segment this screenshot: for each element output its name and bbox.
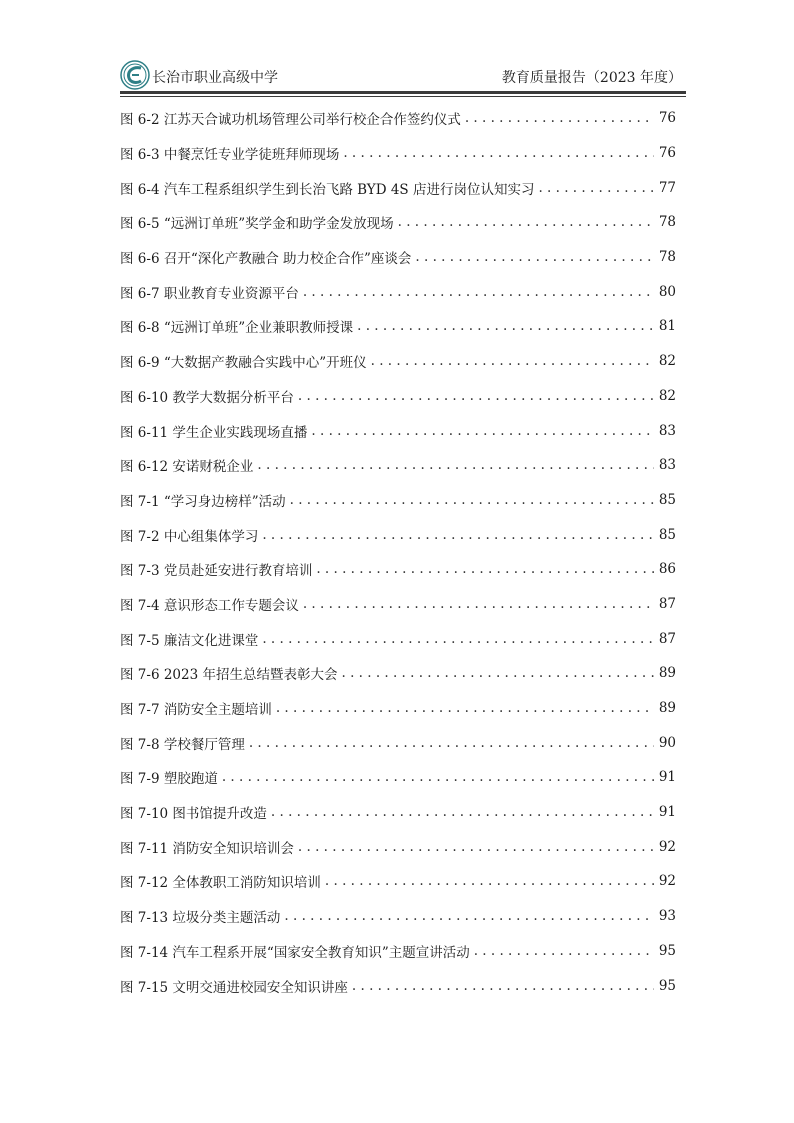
toc-entry[interactable] [120, 864, 676, 899]
toc-entry-label: 图 6-8 “远洲订单班”企业兼职教师授课 [120, 320, 354, 337]
toc-entry-label: 图 6-10 教学大数据分析平台 [120, 389, 294, 406]
toc-entry[interactable] [120, 344, 676, 379]
toc-entry-label: 图 7-3 党员赴延安进行教育培训 [120, 563, 313, 580]
toc-entry-page: 87 [658, 630, 676, 647]
header-rule-thin [120, 96, 686, 97]
toc-entry[interactable] [120, 552, 676, 587]
toc-entry[interactable] [120, 725, 676, 760]
toc-entry-label: 图 6-6 召开“深化产教融合 助力校企合作”座谈会 [120, 251, 412, 268]
toc-entry-page: 78 [658, 214, 676, 231]
toc-entry-label: 图 6-9 “大数据产教融合实践中心”开班仪 [120, 355, 367, 372]
toc-dot-leader [290, 492, 654, 508]
toc-entry[interactable] [120, 829, 676, 864]
toc-entry[interactable] [120, 899, 676, 934]
toc-dot-leader [341, 665, 654, 681]
toc-entry-label: 图 7-5 廉洁文化进课堂 [120, 632, 259, 649]
toc-entry-page: 85 [658, 526, 676, 543]
toc-entry[interactable] [120, 517, 676, 552]
toc-entry[interactable] [120, 205, 676, 240]
toc-entry-label: 图 7-10 图书馆提升改造 [120, 806, 267, 823]
toc-entry-label: 图 7-11 消防安全知识培训会 [120, 840, 294, 857]
toc-entry-page: 80 [658, 283, 676, 300]
toc-entry-page: 92 [658, 838, 676, 855]
toc-dot-leader [262, 631, 654, 647]
page-header [120, 58, 686, 92]
toc-dot-leader [538, 180, 654, 196]
toc-entry-page: 89 [658, 700, 676, 717]
toc-entry-page: 86 [658, 561, 676, 578]
report-title: 教育质量报告（2023 年度） [501, 70, 682, 86]
toc-entry-label: 图 7-12 全体教职工消防知识培训 [120, 875, 321, 892]
toc-entry-label: 图 7-2 中心组集体学习 [120, 528, 259, 545]
toc-entry-label: 图 6-11 学生企业实践现场直播 [120, 424, 308, 441]
toc-entry[interactable] [120, 795, 676, 830]
toc-dot-leader [398, 214, 654, 230]
toc-entry[interactable] [120, 760, 676, 795]
toc-dot-leader [222, 769, 654, 785]
toc-entry-label: 图 7-1 “学习身边榜样”活动 [120, 493, 286, 510]
toc-entry-page: 91 [658, 804, 676, 821]
toc-entry-label: 图 7-15 文明交通进校园安全知识讲座 [120, 979, 348, 996]
toc-entry-page: 76 [658, 110, 676, 127]
toc-entry-label: 图 6-2 江苏天合诚功机场管理公司举行校企合作签约仪式 [120, 112, 461, 129]
toc-dot-leader [298, 388, 654, 404]
toc-dot-leader [271, 804, 654, 820]
toc-entry-page: 76 [658, 145, 676, 162]
toc-entry[interactable] [120, 170, 676, 205]
toc-entry[interactable] [120, 656, 676, 691]
toc-dot-leader [303, 596, 654, 612]
toc-entry-page: 85 [658, 491, 676, 508]
toc-entry[interactable] [120, 379, 676, 414]
toc-dot-leader [343, 145, 654, 161]
toc-dot-leader [352, 978, 654, 994]
toc-entry-page: 95 [658, 942, 676, 959]
toc-entry-label: 图 7-8 学校餐厅管理 [120, 736, 245, 753]
figure-list [120, 101, 676, 1003]
toc-entry-page: 87 [658, 595, 676, 612]
toc-dot-leader [249, 735, 654, 751]
toc-entry[interactable] [120, 448, 676, 483]
toc-entry-page: 93 [658, 908, 676, 925]
toc-entry-page: 78 [658, 249, 676, 266]
school-name: 长治市职业高级中学 [152, 70, 278, 86]
toc-entry-label: 图 6-3 中餐烹饪专业学徒班拜师现场 [120, 147, 340, 164]
header-rule-thick [120, 91, 686, 94]
toc-entry[interactable] [120, 621, 676, 656]
toc-entry[interactable] [120, 483, 676, 518]
toc-entry-page: 82 [658, 387, 676, 404]
toc-dot-leader [357, 318, 654, 334]
toc-entry[interactable] [120, 587, 676, 622]
toc-dot-leader [262, 527, 654, 543]
toc-dot-leader [276, 700, 654, 716]
toc-dot-leader [465, 110, 654, 126]
toc-entry[interactable] [120, 968, 676, 1003]
toc-dot-leader [298, 839, 654, 855]
toc-entry-label: 图 6-12 安诺财税企业 [120, 459, 254, 476]
toc-entry-label: 图 7-13 垃圾分类主题活动 [120, 910, 281, 927]
toc-entry-label: 图 6-7 职业教育专业资源平台 [120, 285, 299, 302]
toc-dot-leader [257, 457, 654, 473]
toc-dot-leader [415, 249, 654, 265]
toc-dot-leader [371, 353, 654, 369]
toc-entry-page: 82 [658, 353, 676, 370]
toc-entry[interactable] [120, 413, 676, 448]
toc-entry-page: 83 [658, 457, 676, 474]
toc-entry-label: 图 7-7 消防安全主题培训 [120, 702, 272, 719]
toc-dot-leader [303, 284, 654, 300]
toc-dot-leader [325, 873, 654, 889]
school-logo-icon [120, 60, 150, 90]
toc-entry[interactable] [120, 309, 676, 344]
toc-entry-page: 77 [658, 179, 676, 196]
toc-entry-label: 图 7-14 汽车工程系开展“国家安全教育知识”主题宣讲活动 [120, 944, 470, 961]
toc-entry-page: 81 [658, 318, 676, 335]
toc-entry[interactable] [120, 274, 676, 309]
toc-entry-label: 图 6-5 “远洲订单班”奖学金和助学金发放现场 [120, 216, 394, 233]
toc-entry[interactable] [120, 240, 676, 275]
toc-dot-leader [311, 423, 654, 439]
toc-entry-page: 91 [658, 769, 676, 786]
toc-entry[interactable] [120, 934, 676, 969]
toc-entry-page: 89 [658, 665, 676, 682]
toc-dot-leader [284, 908, 654, 924]
toc-entry-label: 图 6-4 汽车工程系组织学生到长治飞路 BYD 4S 店进行岗位认知实习 [120, 181, 535, 198]
toc-dot-leader [474, 943, 654, 959]
toc-entry-label: 图 7-9 塑胶跑道 [120, 771, 218, 788]
toc-entry[interactable] [120, 101, 676, 136]
toc-entry-page: 83 [658, 422, 676, 439]
toc-entry-page: 90 [658, 734, 676, 751]
toc-entry-label: 图 7-4 意识形态工作专题会议 [120, 597, 299, 614]
toc-entry[interactable] [120, 691, 676, 726]
toc-entry[interactable] [120, 136, 676, 171]
toc-dot-leader [316, 561, 654, 577]
toc-entry-page: 95 [658, 977, 676, 994]
toc-entry-label: 图 7-6 2023 年招生总结暨表彰大会 [120, 667, 338, 684]
toc-entry-page: 92 [658, 873, 676, 890]
